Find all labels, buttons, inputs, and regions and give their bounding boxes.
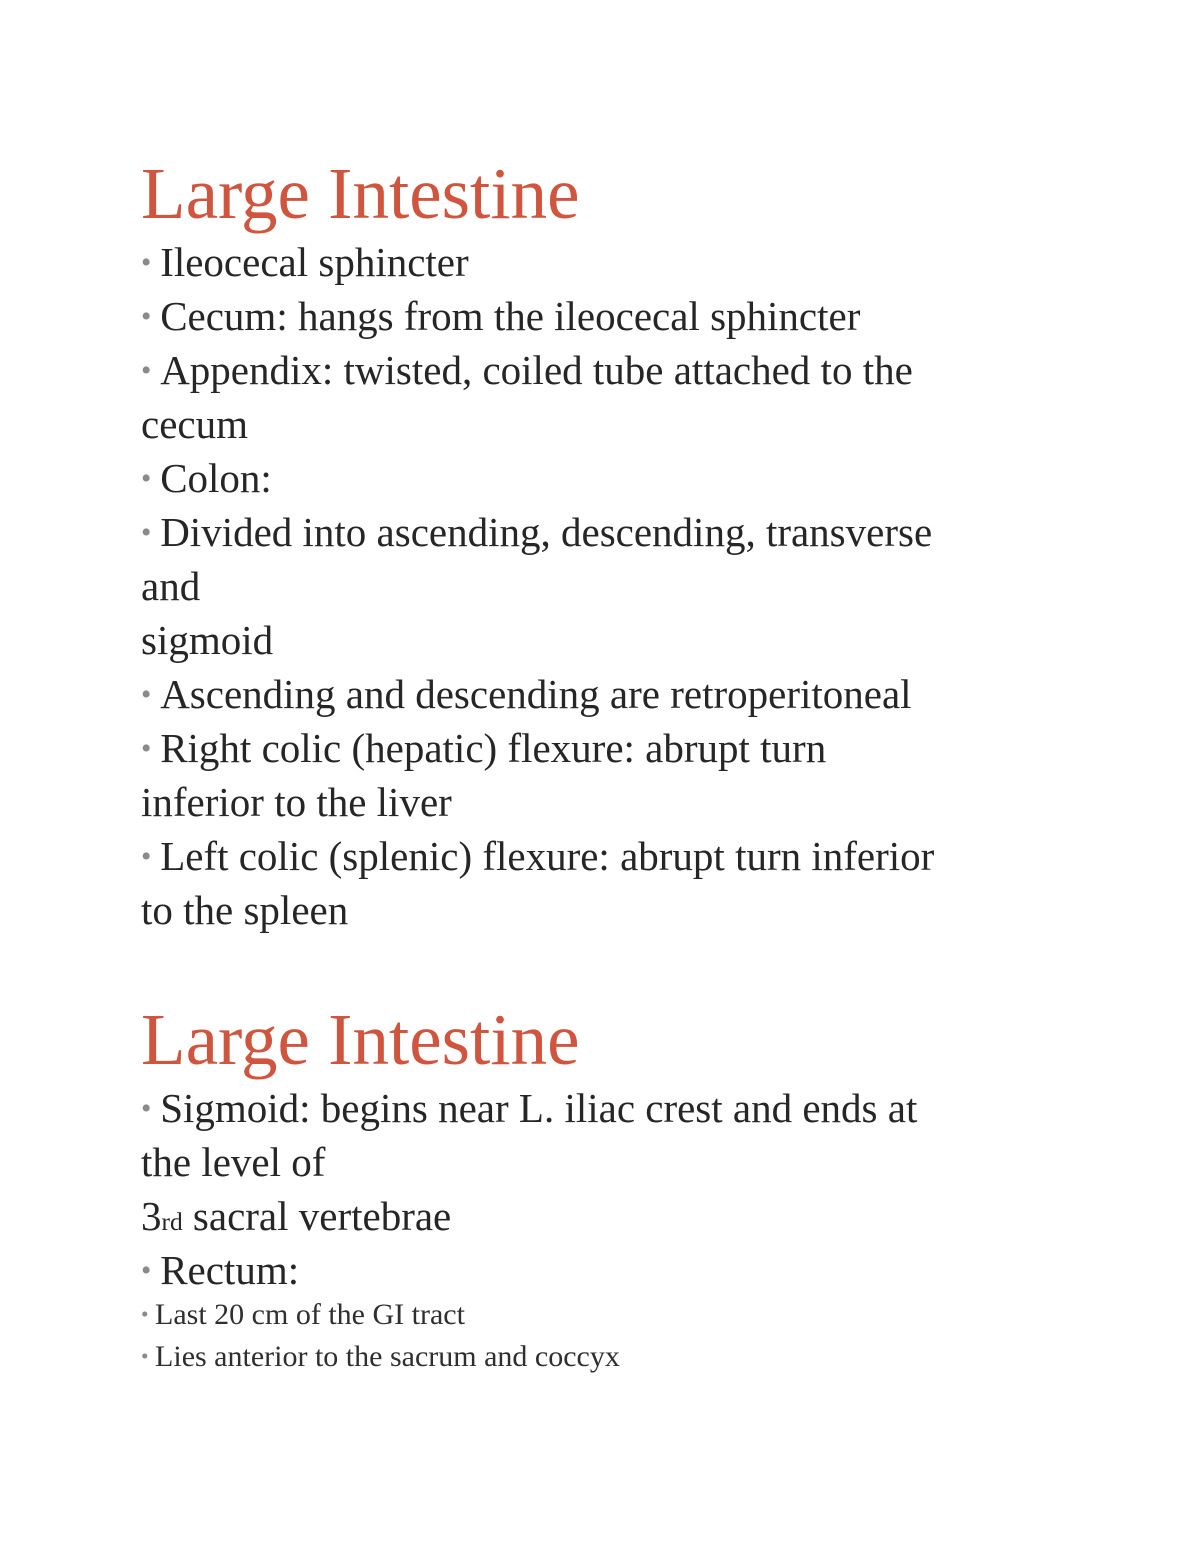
bullet-text: Sigmoid: begins near L. iliac crest and ends at <box>160 1085 918 1131</box>
continuation-line: and <box>141 563 201 609</box>
continuation-line: sigmoid <box>141 617 274 663</box>
ordinal-suffix: rd <box>161 1208 183 1236</box>
bullet-icon: • <box>141 517 152 550</box>
bullet-icon: • <box>141 841 152 874</box>
bullet-line <box>141 347 913 393</box>
bullet-text: Cecum: hangs from the ileocecal sphincter <box>160 293 861 339</box>
bullet-line <box>141 833 935 879</box>
bullet-text: Left colic (splenic) flexure: abrupt turn inferior <box>160 833 935 879</box>
continuation-line: cecum <box>141 401 248 447</box>
bullet-line <box>141 671 912 717</box>
ordinal-number: 3 <box>141 1193 162 1239</box>
bullet-line <box>141 509 933 555</box>
bullet-line <box>141 239 469 285</box>
continuation-line <box>141 1193 452 1239</box>
continuation-line: inferior to the liver <box>141 779 452 825</box>
continuation-line: to the spleen <box>141 887 349 933</box>
bullet-icon: • <box>141 1255 152 1288</box>
sub-bullet-line <box>141 1300 465 1330</box>
continuation-line: the level of <box>141 1139 326 1185</box>
bullet-icon: • <box>141 733 152 766</box>
bullet-icon: • <box>141 463 152 496</box>
bullet-text: Ileocecal sphincter <box>160 239 469 285</box>
bullet-text: Divided into ascending, descending, transverse <box>160 509 933 555</box>
bullet-line <box>141 455 272 501</box>
bullet-line <box>141 725 827 771</box>
bullet-icon: • <box>141 1093 152 1126</box>
sub-bullet-text: Lies anterior to the sacrum and coccyx <box>155 1340 620 1373</box>
section-2-title: Large Intestine <box>141 999 580 1080</box>
bullet-line <box>141 1247 300 1293</box>
bullet-icon: • <box>141 679 152 712</box>
bullet-text: Right colic (hepatic) flexure: abrupt turn <box>160 725 827 771</box>
sub-bullet-text: Last 20 cm of the GI tract <box>155 1298 465 1331</box>
bullet-text: Ascending and descending are retroperitoneal <box>160 671 912 717</box>
bullet-text: Appendix: twisted, coiled tube attached to the <box>160 347 913 393</box>
bullet-text: sacral vertebrae <box>192 1193 452 1239</box>
bullet-icon: • <box>141 355 152 388</box>
bullet-line <box>141 293 861 339</box>
bullet-icon: • <box>141 1302 149 1327</box>
sub-bullet-line <box>141 1342 620 1372</box>
bullet-line <box>141 1085 918 1131</box>
section-1-title: Large Intestine <box>141 153 580 234</box>
bullet-icon: • <box>141 1344 149 1369</box>
bullet-icon: • <box>141 301 152 334</box>
bullet-text: Colon: <box>160 455 272 501</box>
bullet-text: Rectum: <box>160 1247 300 1293</box>
bullet-icon: • <box>141 247 152 280</box>
